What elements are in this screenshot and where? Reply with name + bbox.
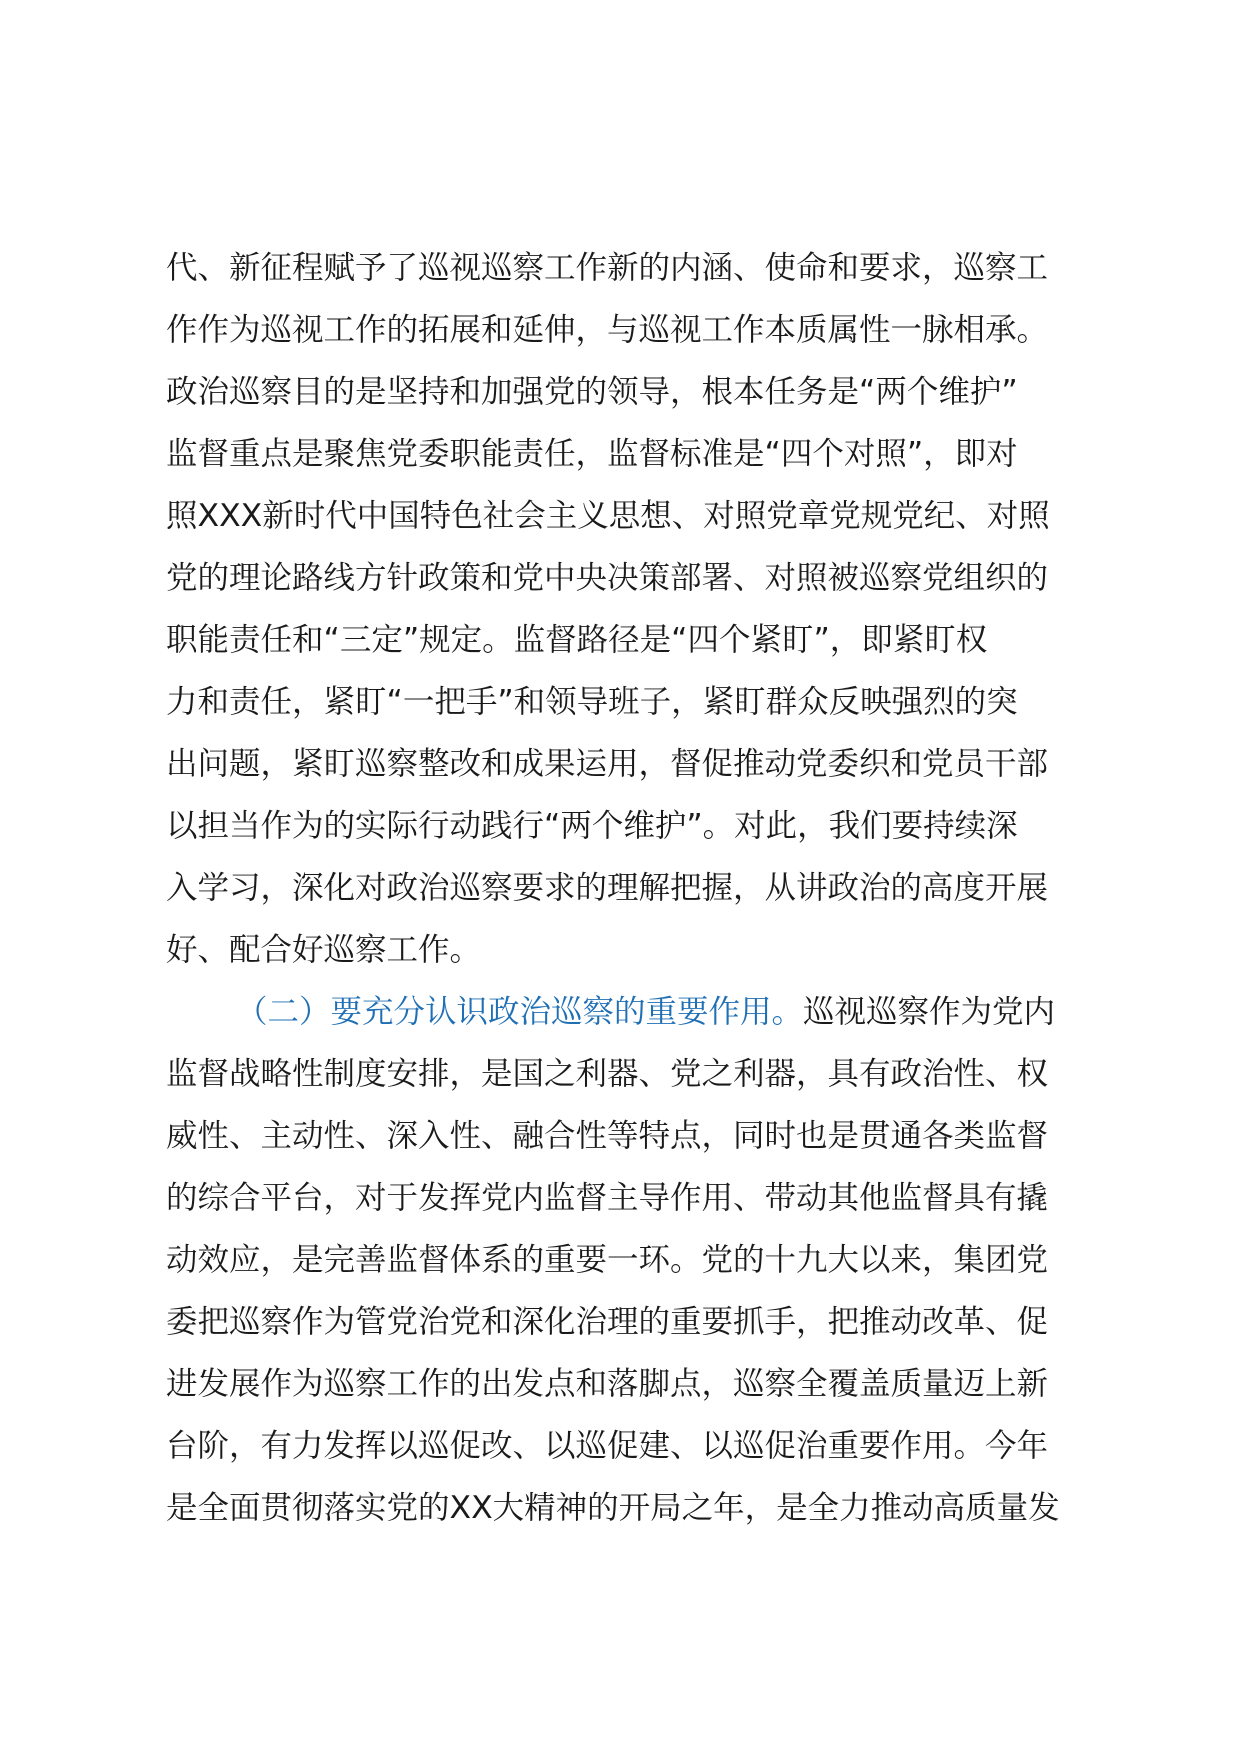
- paragraph-line: 政治巡察目的是坚持和加强党的领导，根本任务是“两个维护”: [166, 374, 1018, 410]
- paragraph-line: 照XXX新时代中国特色社会主义思想、对照党章党规党纪、对照: [166, 498, 1050, 534]
- paragraph-1: [166, 237, 1106, 981]
- paragraph-line-rest: 巡视巡察作为党内: [803, 994, 1056, 1030]
- paragraph-line: 监督战略性制度安排，是国之利器、党之利器，具有政治性、权: [166, 1056, 1049, 1092]
- document-body: [166, 237, 1106, 1539]
- paragraph-line: 威性、主动性、深入性、融合性等特点，同时也是贯通各类监督: [166, 1118, 1049, 1154]
- paragraph-line: 是全面贯彻落实党的XX大精神的开局之年，是全力推动高质量发: [166, 1490, 1060, 1526]
- paragraph-line: 进发展作为巡察工作的出发点和落脚点，巡察全覆盖质量迈上新: [166, 1366, 1049, 1402]
- paragraph-line: 出问题，紧盯巡察整改和成果运用，督促推动党委织和党员干部: [166, 746, 1049, 782]
- paragraph-line: 作作为巡视工作的拓展和延伸，与巡视工作本质属性一脉相承。: [166, 312, 1049, 348]
- paragraph-line: 以担当作为的实际行动践行“两个维护”。对此，我们要持续深: [166, 808, 1018, 844]
- section-heading: （二）要充分认识政治巡察的重要作用。: [236, 994, 804, 1030]
- paragraph-line: 委把巡察作为管党治党和深化治理的重要抓手，把推动改革、促: [166, 1304, 1049, 1340]
- paragraph-line: 职能责任和“三定”规定。监督路径是“四个紧盯”，即紧盯权: [166, 622, 988, 658]
- paragraph-line: 台阶，有力发挥以巡促改、以巡促建、以巡促治重要作用。今年: [166, 1428, 1049, 1464]
- paragraph-first-line: [166, 981, 1106, 1043]
- paragraph-line: 的综合平台，对于发挥党内监督主导作用、带动其他监督具有撬: [166, 1180, 1049, 1216]
- paragraph-line: 入学习，深化对政治巡察要求的理解把握，从讲政治的高度开展: [166, 870, 1049, 906]
- paragraph-line: 监督重点是聚焦党委职能责任，监督标准是“四个对照”，即对: [166, 436, 1018, 472]
- paragraph-line: 动效应，是完善监督体系的重要一环。党的十九大以来，集团党: [166, 1242, 1049, 1278]
- paragraph-line: 力和责任，紧盯“一把手”和领导班子，紧盯群众反映强烈的突: [166, 684, 1018, 720]
- paragraph-line: 党的理论路线方针政策和党中央决策部署、对照被巡察党组织的: [166, 560, 1049, 596]
- paragraph-line: 好、配合好巡察工作。: [166, 932, 482, 968]
- paragraph-2: [166, 981, 1106, 1539]
- paragraph-line: 代、新征程赋予了巡视巡察工作新的内涵、使命和要求，巡察工: [166, 250, 1049, 286]
